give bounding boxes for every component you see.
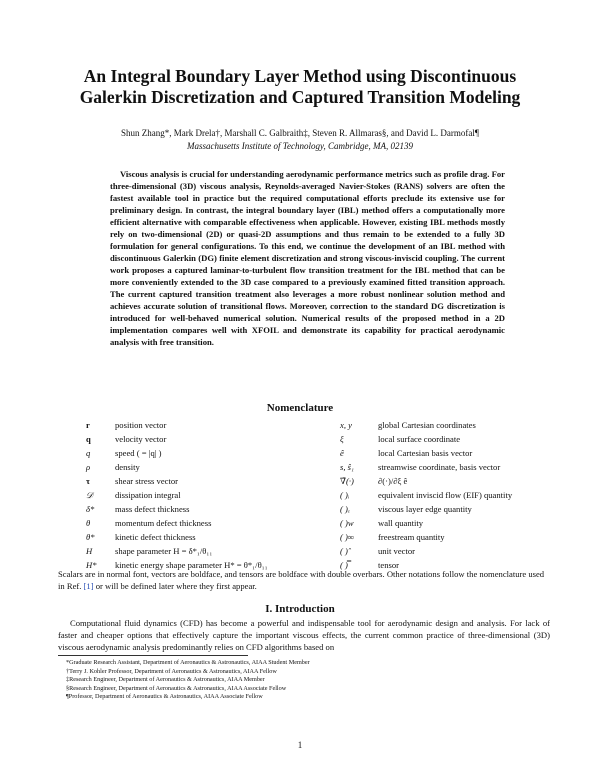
nomenclature-symbol: ( )̂	[340, 546, 348, 556]
footnote: †Terry J. Kohler Professor, Department of Aeronautics & Astronautics, AIAA Fellow	[66, 667, 277, 675]
nomenclature-symbol: s, ŝ₁	[340, 462, 354, 472]
footnote: ‡Research Engineer, Department of Aeronautics & Astronautics, AIAA Member	[66, 676, 265, 684]
page-number: 1	[297, 740, 303, 750]
nomenclature-symbol: x, y	[340, 420, 352, 430]
nomenclature-description: speed ( = |q| )	[115, 448, 162, 458]
nomenclature-description: mass defect thickness	[115, 504, 190, 514]
nomenclature-description: ∂(·)/∂ξ ê	[378, 476, 408, 486]
nomenclature-symbol: ( )∞	[340, 532, 354, 542]
nomenclature-description: global Cartesian coordinates	[378, 420, 476, 430]
nomenclature-symbol: ( )w	[340, 518, 354, 528]
nomenclature-description: position vector	[115, 420, 167, 430]
nomenclature-description: viscous layer edge quantity	[378, 504, 472, 514]
nomenclature-description: tensor	[378, 560, 400, 570]
title-line-2: Galerkin Discretization and Captured Transition Modeling	[79, 87, 521, 107]
title-line-1: An Integral Boundary Layer Method using Discontinuous	[83, 66, 517, 86]
nomenclature-symbol: H*	[86, 560, 97, 570]
nomenclature-description: shape parameter H = δ*₁/θ₁₁	[115, 546, 213, 556]
nomenclature-description: kinetic defect thickness	[115, 532, 196, 542]
nomenclature-symbol: θ	[86, 518, 91, 528]
nomenclature-description: kinetic energy shape parameter H* = θ*₁/θ₁₁	[115, 560, 268, 570]
nomenclature-description: shear stress vector	[115, 476, 178, 486]
footnote-rule	[58, 655, 248, 656]
nomenclature-description: unit vector	[378, 546, 415, 556]
abstract: Viscous analysis is crucial for understanding aerodynamic performance metrics such as profile drag. For three-dimensional (3D) viscous analysis, Reynolds-averaged Navier-Stokes (RANS) solvers are often the fastest available tool in practice but the required computational efforts preclude its extensive use for preliminary design. In contrast, the integral boundary layer (IBL) method offers a computationally more efficient alternative with comparable effectiveness when applicable. However, existing IBL methods mostly rely on two-dimensional (2D) or quasi-2D assumptions and thus remain to be extended to a fully 3D formulation for general configurations. To this end, we continue the development of an IBL method with discontinuous Galerkin (DG) finite element discretization and strong viscous-inviscid coupling. The current work proposes a captured laminar-to-turbulent flow transition treatment for the IBL method that can be more conveniently extended to the 3D case compared to a previously examined fitted transition approach. The current captured transition treatment also leverages a more robust nonlinear solution method and achieves accurate solution of transitional flows. Moreover, correction to the standard DG discretization is introduced for well-behaved numerical solution. Numerical results of the proposed method in a 2D implementation compares well with XFOIL and demonstrate its capability for practical aerodynamic analysis with free transition.	[110, 169, 505, 347]
nomenclature-symbol: q	[86, 434, 91, 444]
nomenclature-description: equivalent inviscid flow (EIF) quantity	[378, 490, 513, 500]
notation-note	[58, 568, 550, 592]
notation-note-tail: or will be defined later where they first appear.	[95, 581, 257, 591]
nomenclature-symbol: r	[86, 420, 90, 430]
section-title: I. Introduction	[265, 603, 335, 615]
nomenclature-description: dissipation integral	[115, 490, 181, 500]
nomenclature-description: velocity vector	[115, 434, 167, 444]
nomenclature-symbol: H	[86, 546, 93, 556]
intro-paragraph: Computational fluid dynamics (CFD) has become a powerful and indispensable tool for aerodynamic design and analysis. For lack of faster and cheaper options that effectively capture the important viscous effects, the current common practice of three-dimensional (3D) viscous aerodynamic analysis predominantly relies on CFD algorithms based on	[58, 618, 550, 652]
nomenclature-symbol: ( )̿	[340, 560, 348, 570]
nomenclature-description: momentum defect thickness	[115, 518, 212, 528]
nomenclature-symbol: ( )ᵢ	[340, 490, 350, 500]
footnote: *Graduate Research Assistant, Department of Aeronautics & Astronautics, AIAA Student Member	[66, 659, 310, 666]
nomenclature-symbol: ρ	[86, 462, 91, 472]
nomenclature-description: streamwise coordinate, basis vector	[378, 462, 501, 472]
nomenclature-symbol: τ	[86, 476, 90, 486]
nomenclature-description: local surface coordinate	[378, 434, 461, 444]
affiliation: Massachusetts Institute of Technology, Cambridge, MA, 02139	[187, 141, 413, 151]
nomenclature-heading: Nomenclature	[266, 402, 334, 414]
author-list: Shun Zhang*, Mark Drela†, Marshall C. Galbraith‡, Steven R. Allmaras§, and David L. Darmofal¶	[120, 128, 479, 138]
nomenclature-symbol: 𝒟	[86, 490, 93, 500]
nomenclature-symbol: θ*	[86, 532, 95, 542]
footnote: §Research Engineer, Department of Aeronautics & Astronautics, AIAA Associate Fellow	[66, 684, 287, 692]
paper-title	[40, 66, 560, 108]
nomenclature-symbol: ξ	[340, 434, 344, 444]
nomenclature-symbol: ∇̄(·)	[340, 476, 354, 486]
footnotes	[66, 659, 310, 702]
nomenclature-symbol: q	[86, 448, 91, 458]
nomenclature-description: density	[115, 462, 140, 472]
nomenclature-symbol: ê	[340, 448, 344, 458]
nomenclature-symbol: δ*	[86, 504, 95, 514]
nomenclature-description: local Cartesian basis vector	[378, 448, 473, 458]
nomenclature-description: freestream quantity	[378, 532, 445, 542]
nomenclature-description: wall quantity	[378, 518, 424, 528]
reference-link[interactable]: [1]	[83, 581, 94, 591]
notation-note-text: Scalars are in normal font, vectors are boldface, and tensors are boldface with double overbars. Other notations follow the nomenclature used in Ref.	[58, 569, 545, 591]
footnote: ¶Professor, Department of Aeronautics & Astronautics, AIAA Associate Fellow	[66, 693, 263, 701]
nomenclature-symbol: ( )ₑ	[340, 504, 351, 514]
